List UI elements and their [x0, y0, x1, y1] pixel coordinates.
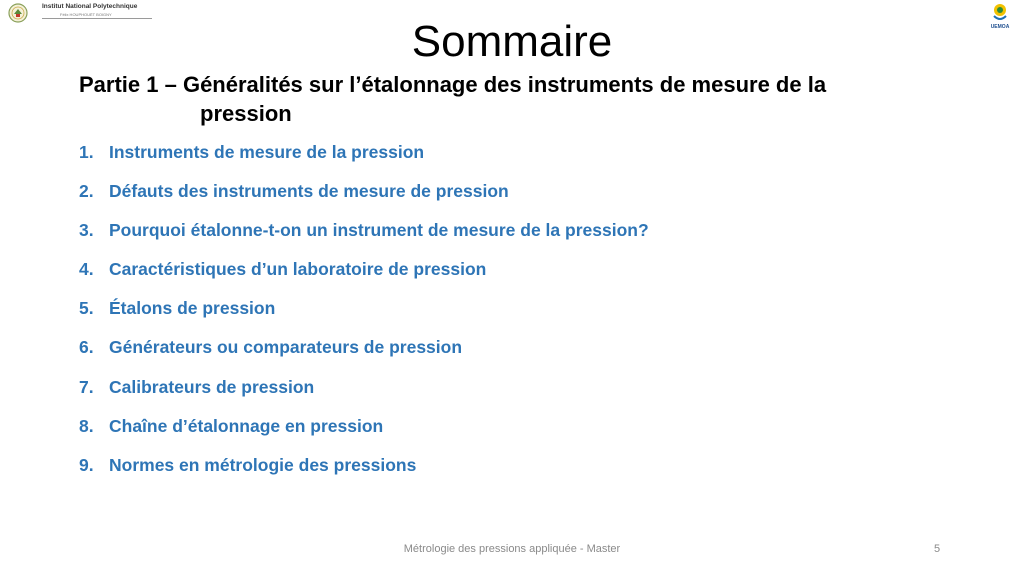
toc-item-number: 8.	[79, 415, 94, 436]
page-number: 5	[934, 543, 941, 555]
toc-item-label: Pourquoi étalonne-t-on un instrument de mesure de la pression?	[109, 220, 649, 241]
toc-item-label: Défauts des instruments de mesure de pression	[109, 181, 509, 202]
toc-item-number: 1.	[79, 142, 94, 162]
toc-item-label: Calibrateurs de pression	[109, 376, 315, 397]
toc-item-label: Caractéristiques d’un laboratoire de pression	[109, 259, 487, 280]
toc-item	[79, 296, 649, 335]
toc-item	[79, 257, 649, 296]
toc-item	[79, 375, 649, 414]
toc-item-number: 6.	[79, 337, 94, 358]
subtitle-line-2: pression	[200, 101, 292, 126]
toc-item	[79, 218, 649, 257]
toc-item	[79, 179, 649, 218]
toc-item-number: 5.	[79, 298, 94, 319]
toc-item-number: 4.	[79, 259, 94, 280]
footer-text: Métrologie des pressions appliquée - Master	[403, 543, 621, 555]
toc-item-label: Chaîne d’étalonnage en pression	[109, 415, 384, 436]
toc-item	[79, 140, 649, 179]
toc-item-number: 2.	[79, 181, 94, 202]
institution-subtitle: Félix HOUPHOUËT BOIGNY	[60, 12, 112, 17]
toc-item-label: Normes en métrologie des pressions	[109, 454, 417, 475]
toc-item-label: Générateurs ou comparateurs de pression	[109, 337, 463, 358]
slide-title: Sommaire	[411, 17, 613, 66]
toc-item-number: 7.	[79, 376, 94, 397]
subtitle-line-1: Partie 1 – Généralités sur l’étalonnage des instruments de mesure de la	[79, 72, 827, 97]
toc-item	[79, 453, 649, 492]
toc-item	[79, 414, 649, 453]
slide-subtitle	[79, 70, 979, 128]
toc-item	[79, 335, 649, 374]
toc-item-label: Étalons de pression	[109, 298, 276, 319]
toc-item-number: 3.	[79, 220, 94, 241]
uemoa-logo-label: UEMOA	[990, 24, 1010, 30]
toc-item-label: Instruments de mesure de la pression	[109, 142, 425, 162]
toc-item-number: 9.	[79, 454, 94, 475]
institution-name: Institut National Polytechnique	[42, 3, 138, 10]
table-of-contents	[79, 140, 649, 492]
